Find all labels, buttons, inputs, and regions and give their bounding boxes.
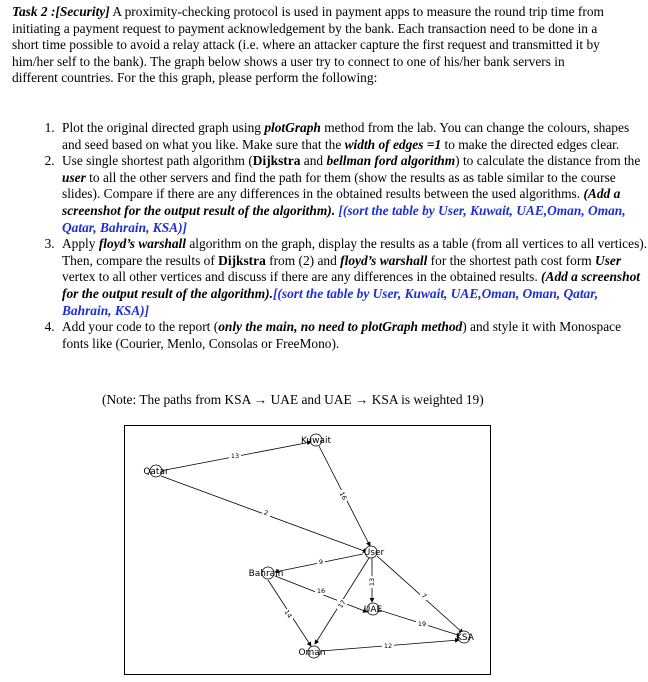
text: Dijkstra — [252, 153, 301, 169]
text: plotGraph — [264, 120, 321, 135]
graph-svg — [125, 426, 492, 676]
node-label-qatar: Qatar — [143, 467, 169, 477]
text: ) and style it with Monospace fonts like (Courier, Menlo, Consolas or FreeMono). — [62, 319, 622, 351]
text: [(sort the table by User, Kuwait, UAE,Oman, Oman, Qatar, Bahrain, KSA)] — [62, 285, 599, 318]
text: Use single shortest path algorithm ( — [62, 153, 253, 169]
text: Plot the original directed graph using — [62, 120, 265, 135]
edge-weight: 16 — [316, 587, 326, 595]
text: only the main, no need to plotGraph method — [218, 319, 463, 335]
node-label-bahrain: Bahrain — [248, 569, 284, 579]
node-label-uae: UAE — [363, 605, 383, 615]
edge-weight: 14 — [282, 608, 294, 620]
text: vertex to all other vertices and discuss if there are any differences in the obtained results. — [62, 269, 542, 285]
graph-figure — [124, 425, 491, 675]
list-item — [58, 120, 648, 153]
edge-weight: 9 — [318, 558, 324, 566]
node-label-kuwait: Kuwait — [300, 436, 332, 446]
node-label-user: User — [363, 548, 385, 558]
edge-weight: 17 — [336, 598, 348, 610]
text: floyd’s warshall — [98, 236, 186, 252]
text: Apply — [62, 236, 99, 252]
edge-weight: 13 — [368, 577, 376, 587]
text: to all the other servers and find the path for them (show the results as as table similar to the course slides). Compare if there are any differences in the obtained results between the used algorithms. — [62, 169, 616, 202]
text: (Add a screenshot for the output result of the algorithm). — [62, 269, 640, 301]
text: bellman ford algorithm — [326, 153, 456, 169]
node-label-oman: Oman — [298, 648, 326, 658]
task-title: Task 2 :[Security] — [12, 4, 110, 19]
text: floyd’s warshall — [340, 252, 428, 268]
text: (Add a screenshot for the output result of the algorithm). — [62, 186, 621, 218]
edge-weight: 13 — [230, 452, 240, 460]
node-label-ksa: KSA — [456, 633, 474, 643]
edge-weight: 2 — [262, 508, 270, 518]
text: [(sort the table by User, Kuwait, UAE,Oman, Oman, Qatar, Bahrain, KSA)] — [62, 202, 626, 235]
text: width of edges =1 — [344, 136, 442, 152]
text: algorithm on the graph, display the results as a table (from all vertices to all vertices). Then, compare the results of — [62, 236, 648, 268]
list-item — [58, 153, 648, 236]
edge-weight: 7 — [419, 591, 429, 601]
text: User — [595, 252, 622, 268]
edge-weight: 12 — [383, 642, 393, 650]
edge-weight: 16 — [337, 490, 349, 502]
task-list — [14, 120, 648, 352]
text: and — [300, 153, 327, 169]
text: method from the lab. You can change the colours, shapes and seed based on what you like. Make sure that the — [62, 120, 630, 152]
intro-text: A proximity-checking protocol is used in payment apps to measure the round trip time from initiating a payment request to payment acknowledgement by the bank. Each transaction need to be done in a short time possible to avoid a relay attack (i.e. where an attacker capture the first request and transmitted it by him/her self to the bank). The graph below shows a user try to connect to one of his/her bank servers in different countries. For the this graph, please perform the following: — [12, 4, 604, 86]
text: Add your code to the report ( — [62, 319, 219, 335]
list-item — [58, 319, 648, 352]
note-text: (Note: The paths from KSA → UAE and UAE → KSA is weighted 19) — [102, 392, 484, 407]
text: to make the directed edges clear. — [441, 136, 620, 152]
text: ) to calculate the distance from the — [455, 153, 641, 169]
text: for the shortest path cost form — [427, 252, 596, 268]
text: from (2) and — [265, 252, 341, 268]
text: Dijkstra — [218, 252, 266, 268]
text: user — [62, 169, 86, 185]
intro-paragraph — [12, 4, 605, 87]
edge-weight: 19 — [417, 620, 427, 628]
list-item — [58, 236, 648, 319]
